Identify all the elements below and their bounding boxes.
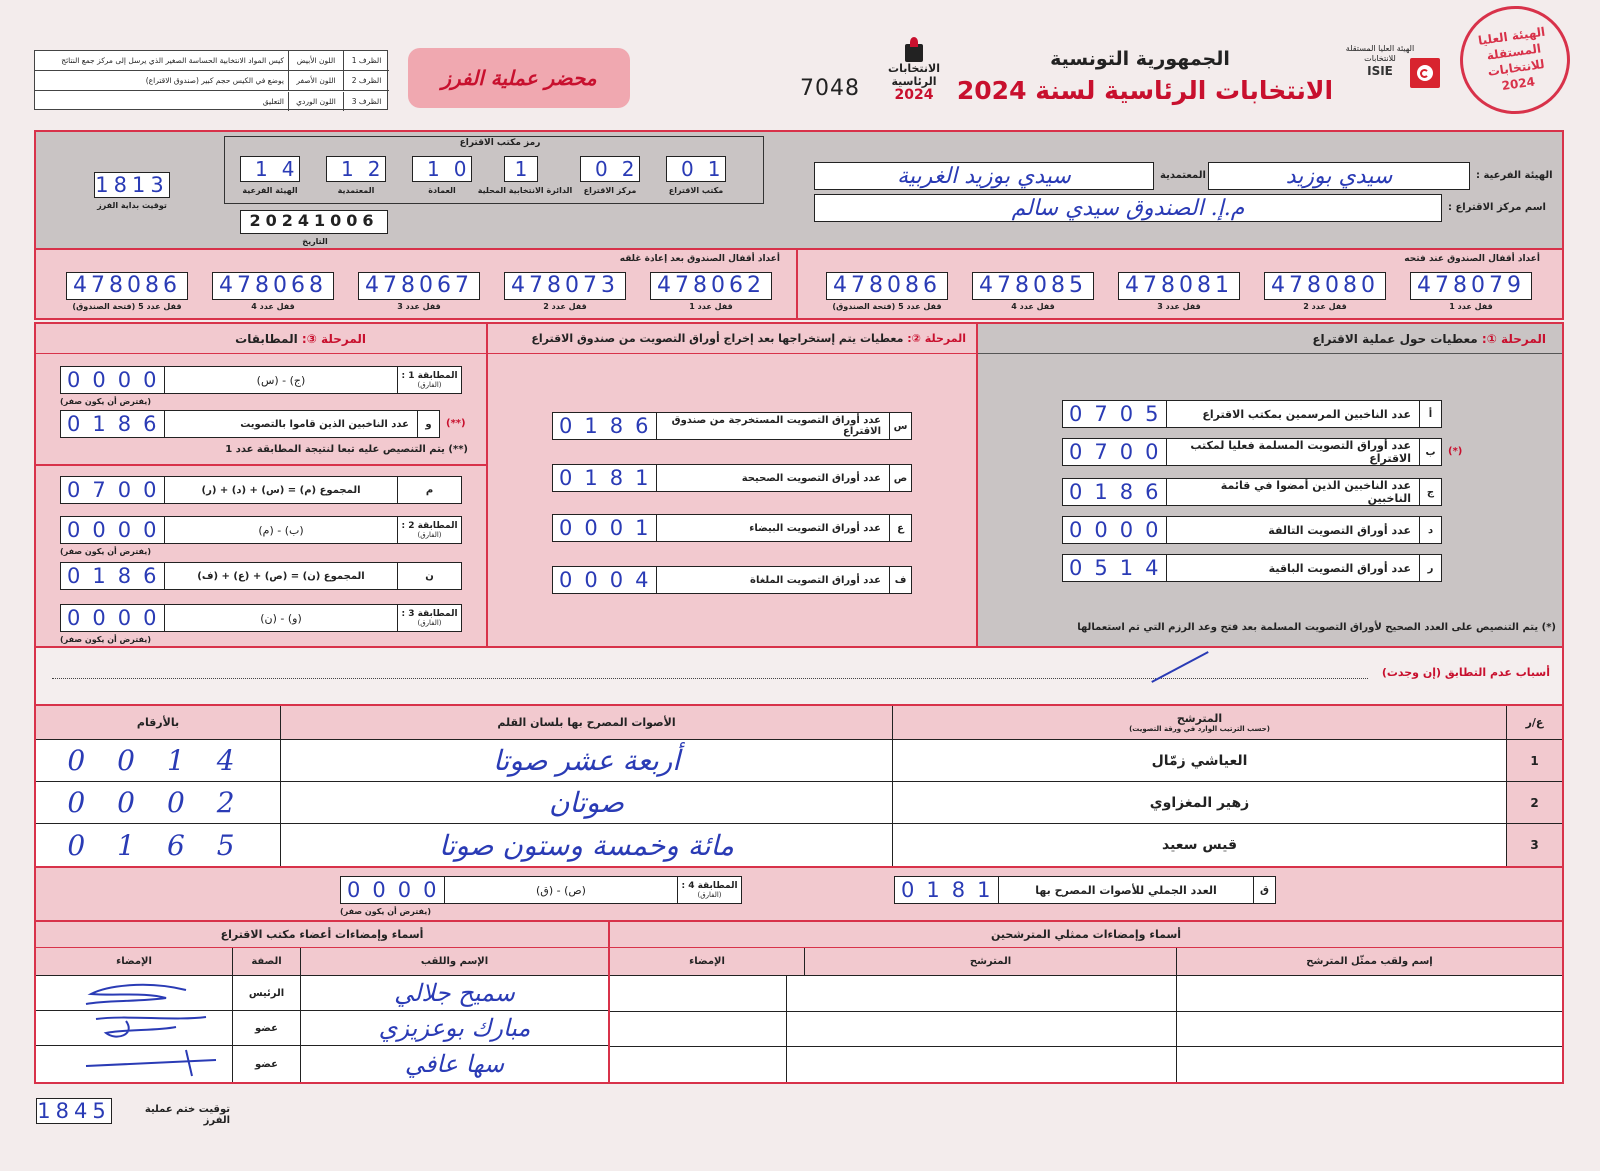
sum-n-formula: المجموع (ن) = (ص) + (ع) + (ف)	[197, 570, 365, 582]
phase2-row-ain-code: ع	[889, 515, 911, 541]
lock-close-5-value: 478086	[73, 273, 181, 298]
col-num: ع/ر	[1506, 706, 1562, 739]
logo-year: 2024	[894, 87, 934, 103]
members-cols	[36, 948, 608, 976]
phase2-header	[488, 324, 976, 354]
start-time-value: 1813	[95, 173, 169, 197]
member-1-name: سميح جلالي	[300, 976, 608, 1010]
lock-open-1-label: قفل عدد 1	[1449, 302, 1493, 311]
phase1-row-r-code: ر	[1419, 555, 1441, 581]
candidate-row-1	[36, 740, 1562, 782]
form-number: 7048	[800, 76, 860, 101]
election-logo	[880, 44, 948, 116]
phase1-row-a-value: 0705	[1063, 401, 1167, 427]
candidate-3-digits: 0165	[36, 824, 280, 866]
lock-open-3	[1118, 272, 1240, 300]
candidate-3-words: مائة وخمسة وستون صوتا	[280, 824, 892, 866]
logo-text-1: الانتخابات	[888, 62, 940, 75]
candidate-3-num: 3	[1506, 824, 1562, 866]
col-digits: بالأرقام	[136, 716, 180, 729]
phase2-row-fa-code: ف	[889, 567, 911, 593]
envelope-1-desc: كيس المواد الانتخابية الحساسة الصغير الذي يرسل إلى مركز جمع النتائج	[61, 56, 284, 65]
total-votes-value: 0181	[895, 877, 999, 903]
lock-close-3-label: قفل عدد 3	[397, 302, 441, 311]
match1-label: المطابقة 1 : (الفارق)	[397, 367, 461, 393]
phase1-prefix: المرحلة ①:	[1481, 331, 1546, 346]
republic-name: الجمهورية التونسية	[1050, 48, 1230, 70]
match3-note: (يفترض أن يكون صفر)	[60, 635, 151, 644]
lock-open-5-label: قفل عدد 5 (فتحة الصندوق)	[832, 302, 942, 311]
envelope-2-color: اللون الأصفر	[288, 71, 343, 90]
sum-n-code: ن	[397, 563, 461, 589]
match2-formula: (ب) - (م)	[258, 523, 304, 537]
sum-n-row	[60, 562, 462, 590]
envelope-2-desc: يوضع في الكيس حجم كبير (صندوق الاقتراع)	[145, 76, 284, 85]
voters-note: (**) يتم التنصيص عليه تبعا لنتيجة المطابقة عدد 1	[225, 444, 468, 455]
stamp-text: الهيئة العليا المستقلة للانتخابات 2024	[1477, 24, 1547, 94]
signature-3-mark	[36, 1046, 232, 1082]
date-label: التاريخ	[302, 237, 328, 246]
phase3-header	[36, 324, 486, 354]
match4-label: المطابقة 4 : (الفارق)	[677, 877, 741, 903]
members-title-bar	[36, 922, 608, 948]
phase3-prefix: المرحلة ③:	[301, 331, 366, 346]
match1-note: (يفترض أن يكون صفر)	[60, 397, 151, 406]
logo-text-2: الرئاسية	[891, 75, 937, 88]
match4-formula: (ص) - (ق)	[536, 883, 586, 897]
reps-title-bar	[610, 922, 1562, 948]
candidate-3-name: قيس سعيد	[892, 824, 1506, 866]
sum-m-code: م	[397, 477, 461, 503]
phase2-row-fa-value: 0004	[553, 567, 657, 593]
member-2-name: مبارك بوعزيزي	[300, 1011, 608, 1045]
candidate-row-3	[36, 824, 1562, 866]
member-2-signature	[36, 1011, 232, 1045]
member-1-signature	[36, 976, 232, 1010]
lock-close-3-value: 478067	[365, 273, 473, 298]
candidate-1-name: العياشي زمّال	[892, 740, 1506, 781]
total-votes-row	[894, 876, 1276, 904]
voters-stars: (**)	[446, 418, 466, 429]
members-title: أسماء وإمضاءات أعضاء مكتب الاقتراع	[220, 928, 424, 941]
code-office-d1: 01	[681, 157, 735, 181]
reps-col-signature: الإمضاء	[689, 956, 725, 967]
code-center-label: مركز الاقتراع	[583, 186, 637, 195]
member-3-role: عضو	[232, 1046, 300, 1082]
sum-n-value: 0186	[61, 563, 165, 589]
mismatch-dotted-line	[52, 678, 1368, 679]
form-title-badge	[408, 48, 630, 108]
phase1-row-r-label: عدد أوراق التصويت الباقية	[1268, 561, 1411, 575]
voters-code: و	[417, 411, 439, 437]
lock-open-5	[826, 272, 948, 300]
totals-section	[34, 866, 1564, 922]
match4-value: 0000	[341, 877, 445, 903]
lock-close-4	[212, 272, 334, 300]
isie-logo	[1345, 44, 1415, 104]
match2-row	[60, 516, 462, 544]
reps-col-candidate: المترشح	[804, 948, 1176, 975]
member-1-role: الرئيس	[232, 976, 300, 1010]
match4-row	[340, 876, 742, 904]
lock-open-5-value: 478086	[833, 273, 941, 298]
lock-close-4-label: قفل عدد 4	[251, 302, 295, 311]
match3-value: 0000	[61, 605, 165, 631]
phase2-title: معطيات يتم إستخراجها بعد إخراج أوراق التصويت من صندوق الاقتراع	[531, 332, 904, 345]
candidate-2-num: 2	[1506, 782, 1562, 823]
phase2-row-sad-code: ص	[889, 465, 911, 491]
code-subbody	[240, 156, 309, 182]
locks-open-title: أعداد أقفال الصندوق عند فتحه	[1404, 254, 1540, 264]
locks-close-title: أعداد أقفال الصندوق بعد إعادة غلقه	[619, 254, 780, 264]
mismatch-label: أسباب عدم التطابق (إن وجدت)	[1381, 666, 1550, 679]
date-value: 20241006	[249, 211, 379, 230]
official-stamp	[1453, 0, 1577, 121]
phase2-row-ain-value: 0001	[553, 515, 657, 541]
phase1-row-a-code: أ	[1419, 401, 1441, 427]
lock-open-3-label: قفل عدد 3	[1157, 302, 1201, 311]
code-district	[504, 156, 538, 182]
match1-formula: (ج) - (س)	[256, 373, 306, 387]
mismatch-row	[34, 648, 1564, 706]
phase2-row-sad	[552, 464, 912, 492]
center-label: اسم مركز الاقتراع :	[1448, 202, 1546, 213]
phase2-row-ain-label: عدد أوراق التصويت البيضاء	[749, 522, 881, 534]
delegation-value: سيدي بوزيد الغربية	[897, 163, 1071, 189]
match1-row	[60, 366, 462, 394]
phase1-row-b-value: 0700	[1063, 439, 1167, 465]
match2-label: المطابقة 2 : (الفارق)	[397, 517, 461, 543]
reps-grid	[610, 976, 1562, 1082]
signature-2-mark	[36, 1011, 232, 1046]
envelope-3-color: اللون الوردي	[288, 92, 343, 111]
phase2-row-sad-label: عدد أوراق التصويت الصحيحة	[741, 472, 881, 484]
lock-open-3-value: 478081	[1125, 273, 1233, 298]
code-imada-d: 10	[427, 157, 481, 181]
col-name: المترشح (حسب الترتيب الوارد في ورقة التصويت)	[892, 706, 1506, 739]
total-votes-label: العدد الجملي للأصوات المصرح بها	[1035, 883, 1217, 897]
code-office-label: مكتب الاقتراع	[668, 186, 724, 195]
phase2-row-sad-value: 0181	[553, 465, 657, 491]
phase1-note: (*) يتم التنصيص على العدد الصحيح لأوراق التصويت المسلمة بعد فتح وعد الرزم التي تم استعمالها	[1077, 622, 1556, 633]
match3-row	[60, 604, 462, 632]
code-district-label: الدائرة الانتخابية المحلية	[477, 186, 573, 195]
voters-label: عدد الناخبين الذين قاموا بالتصويت	[240, 418, 409, 430]
lock-close-4-value: 478068	[219, 273, 327, 298]
code-center	[580, 156, 649, 182]
match3-formula: (و) - (ن)	[260, 611, 302, 625]
sum-m-formula: المجموع (م) = (س) + (د) + (ر)	[201, 484, 361, 496]
lock-open-2	[1264, 272, 1386, 300]
phase1-row-d-value: 0000	[1063, 517, 1167, 543]
end-time-field	[36, 1098, 112, 1124]
candidate-2-name: زهير المغزاوي	[892, 782, 1506, 823]
ballot-icon	[905, 44, 923, 62]
lock-open-1	[1410, 272, 1532, 300]
envelope-2-num: الظرف 2	[343, 71, 389, 90]
col-words: الأصوات المصرح بها بلسان القلم	[280, 706, 892, 739]
phase2-row-s-code: س	[889, 413, 911, 439]
tunisia-flag-icon	[1410, 58, 1440, 88]
phase1-row-b-code: ب	[1419, 439, 1441, 465]
member-3-name: سها عافي	[300, 1046, 608, 1082]
center-value: م.إ. الصندوق سيدي سالم	[1011, 195, 1245, 221]
code-subbody-d: 14	[255, 157, 309, 181]
lock-open-4	[972, 272, 1094, 300]
phase3-divider	[36, 464, 486, 466]
phase2-row-s-label: عدد أوراق التصويت المستخرجة من صندوق الاقتراع	[671, 415, 881, 437]
code-delegation-label: المعتمدية	[337, 186, 375, 195]
members-col-role: الصفة	[232, 948, 300, 975]
phase1-row-c-label: عدد الناخبين الذين أمضوا في قائمة الناخبين	[1220, 479, 1411, 505]
reps-col-name: إسم ولقب ممثّل المترشح	[1176, 948, 1562, 975]
center-field	[814, 194, 1442, 222]
candidate-2-digits: 0002	[36, 782, 280, 823]
lock-close-1-label: قفل عدد 1	[689, 302, 733, 311]
match1-value: 0000	[61, 367, 165, 393]
delegation-field	[814, 162, 1154, 190]
lock-open-2-label: قفل عدد 2	[1303, 302, 1347, 311]
lock-open-2-value: 478080	[1271, 273, 1379, 298]
phase2-row-s-value: 0186	[553, 413, 657, 439]
members-col-signature: الإمضاء	[116, 956, 152, 967]
candidate-2-words: صوتان	[280, 782, 892, 823]
lock-close-1-value: 478062	[657, 273, 765, 298]
phase2-row-fa	[552, 566, 912, 594]
isie-abbr: ISIE	[1367, 64, 1393, 78]
phase1-row-c-value: 0186	[1063, 479, 1167, 505]
candidate-row-2	[36, 782, 1562, 824]
phase2-prefix: المرحلة ②:	[907, 332, 966, 345]
phase1-title: معطيات حول عملية الاقتراع	[1312, 331, 1478, 346]
phase2-row-ain	[552, 514, 912, 542]
lock-close-2-value: 478073	[511, 273, 619, 298]
signature-1-mark	[36, 976, 232, 1011]
code-office	[666, 156, 735, 182]
code-subbody-label: الهيئة الفرعية	[242, 186, 298, 195]
member-2-role: عضو	[232, 1011, 300, 1045]
phase1-row-d-code: د	[1419, 517, 1441, 543]
total-votes-code: ق	[1253, 877, 1275, 903]
locks-divider	[796, 250, 798, 318]
lock-close-1	[650, 272, 772, 300]
date-field	[240, 210, 388, 234]
match2-note: (يفترض أن يكون صفر)	[60, 547, 151, 556]
lock-open-4-value: 478085	[979, 273, 1087, 298]
code-delegation-d: 12	[341, 157, 395, 181]
lock-close-2-label: قفل عدد 2	[543, 302, 587, 311]
member-row-3	[36, 1046, 608, 1082]
lock-close-3	[358, 272, 480, 300]
start-time-label: توقيت بداية الفرز	[97, 201, 167, 210]
phase1-row-d-label: عدد أوراق التصويت التالفة	[1268, 523, 1411, 537]
lock-open-1-value: 478079	[1417, 273, 1525, 298]
lock-close-5-label: قفل عدد 5 (فتحة الصندوق)	[72, 302, 182, 311]
phase2-row-fa-label: عدد أوراق التصويت الملغاة	[750, 574, 881, 586]
phase2-row-s	[552, 412, 912, 440]
code-center-d: 02	[595, 157, 649, 181]
phase1-star: (*)	[1448, 446, 1463, 457]
subbody-label: الهيئة الفرعية :	[1476, 170, 1553, 181]
lock-open-4-label: قفل عدد 4	[1011, 302, 1055, 311]
phase1-row-c	[1062, 478, 1442, 506]
member-row-2	[36, 1011, 608, 1046]
phase1-row-b-label: عدد أوراق التصويت المسلمة فعليا لمكتب الاقتراع	[1190, 439, 1411, 465]
match4-note: (يفترض أن يكون صفر)	[340, 907, 431, 916]
polling-code-title: رمز مكتب الاقتراع	[459, 138, 541, 148]
match3-label: المطابقة 3 : (الفارق)	[397, 605, 461, 631]
subbody-field	[1208, 162, 1470, 190]
match2-value: 0000	[61, 517, 165, 543]
envelope-1-num: الظرف 1	[343, 51, 389, 70]
election-title: الانتخابات الرئاسية لسنة 2024	[956, 76, 1334, 105]
envelope-3-num: الظرف 3	[343, 92, 389, 111]
phase1-row-r-value: 0514	[1063, 555, 1167, 581]
code-imada	[412, 156, 481, 182]
end-time-value: 1845	[37, 1099, 111, 1123]
isie-name: الهيئة العليا المستقلة للانتخابات	[1345, 44, 1415, 63]
envelope-table	[34, 50, 388, 110]
envelope-3-desc: التعليق	[262, 96, 284, 106]
start-time-field	[94, 172, 170, 198]
sum-m-row	[60, 476, 462, 504]
reps-cols	[610, 948, 1562, 976]
candidates-header	[36, 706, 1562, 740]
members-col-name: الإسم واللقب	[300, 948, 608, 975]
member-row-1	[36, 976, 608, 1011]
reps-title: أسماء وإمضاءات ممثلي المترشحين	[990, 928, 1182, 941]
phase1-row-r	[1062, 554, 1442, 582]
form-title: محضر عملية الفرز	[441, 66, 597, 90]
candidate-1-words: أربعة عشر صوتا	[280, 740, 892, 781]
code-imada-label: العمادة	[428, 186, 456, 195]
member-3-signature	[36, 1046, 232, 1082]
phase1-row-d	[1062, 516, 1442, 544]
code-delegation	[326, 156, 395, 182]
end-time-label: توقيت ختم عملية الفرز	[144, 1104, 230, 1126]
phase1-header	[978, 324, 1562, 354]
phase1-row-a	[1062, 400, 1442, 428]
phase1-row-c-code: ج	[1419, 479, 1441, 505]
code-district-d: 1	[514, 157, 528, 181]
phase1-row-b	[1062, 438, 1442, 466]
delegation-label: المعتمدية	[1160, 170, 1206, 181]
candidate-1-num: 1	[1506, 740, 1562, 781]
phase1-row-a-label: عدد الناخبين المرسمين بمكتب الاقتراع	[1202, 407, 1411, 421]
lock-close-2	[504, 272, 626, 300]
voters-row	[60, 410, 440, 438]
candidate-1-digits: 0014	[36, 740, 280, 781]
phase3-title: المطابقات	[235, 331, 298, 346]
envelope-1-color: اللون الأبيض	[288, 51, 343, 70]
sum-m-value: 0700	[61, 477, 165, 503]
subbody-value: سيدي بوزيد	[1285, 163, 1393, 189]
lock-close-5	[66, 272, 188, 300]
voters-value: 0186	[61, 411, 165, 437]
